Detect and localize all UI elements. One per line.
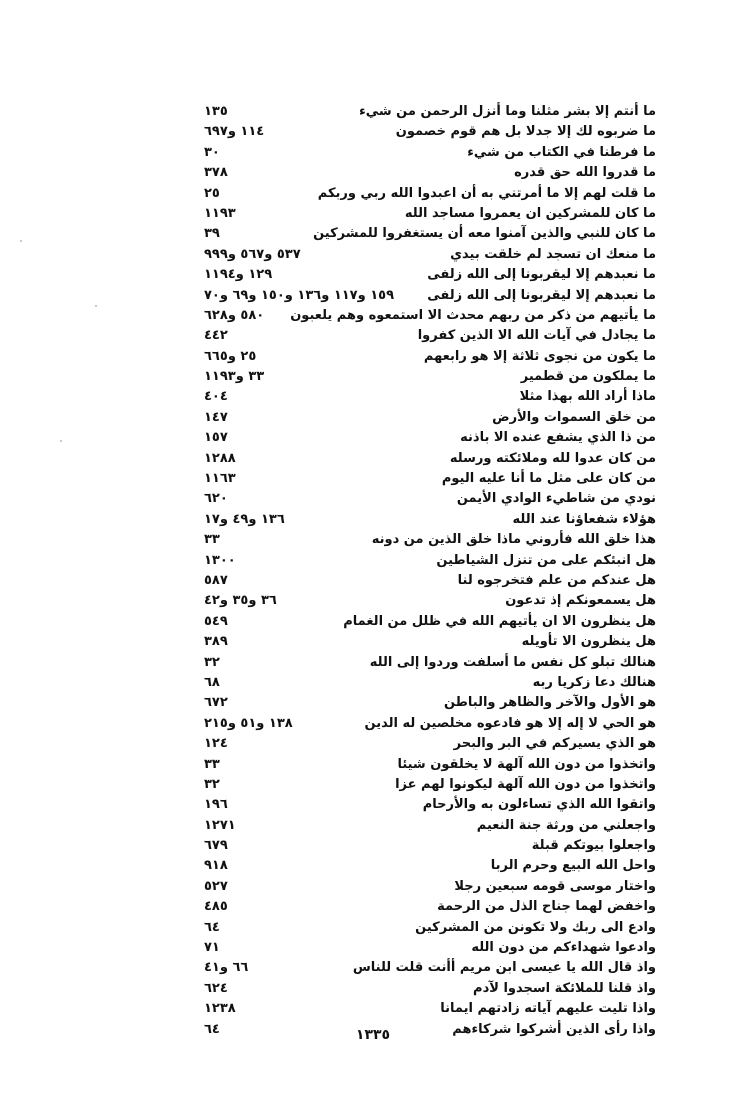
entry-page-refs: ١٢٧١ — [204, 817, 236, 833]
entry-page-refs: ٤٨٥ — [204, 899, 228, 915]
entry-phrase: ما كان للنبي والذين آمنوا معه أن يستغفروا للمشركين — [313, 226, 656, 242]
entry-page-refs: ٣٢ — [204, 776, 220, 792]
entry-phrase: ما يأتيهم من ذكر من ربهم محدث الا استمعوه وهم يلعبون — [290, 307, 656, 323]
entry-page-refs: ٥٨٧ — [204, 572, 228, 588]
index-entry — [200, 755, 656, 775]
entry-phrase: ما ضربوه لك إلا جدلا بل هم قوم خصمون — [395, 124, 656, 140]
entry-phrase: ما يجادل في آيات الله الا الذين كفروا — [417, 328, 656, 344]
margin-speck — [20, 240, 22, 242]
index-entry — [200, 122, 656, 142]
entry-phrase: هل ينظرون الا ان يأتيهم الله في ظلل من الغمام — [343, 613, 656, 629]
index-entry — [200, 347, 656, 367]
entry-phrase: وادعوا شهداءكم من دون الله — [471, 940, 656, 956]
entry-phrase: ما فرطنا في الكتاب من شيء — [467, 144, 656, 160]
index-entry — [200, 224, 656, 244]
entry-phrase: واتخذوا من دون الله آلهة لا يخلقون شيئا — [397, 756, 656, 772]
index-entry — [200, 571, 656, 591]
entry-page-refs: ١٣٥ — [204, 104, 228, 119]
index-entry — [200, 612, 656, 632]
index-entry — [200, 897, 656, 917]
index-entry — [200, 489, 656, 509]
entry-page-refs: ٤٠٤ — [204, 389, 228, 405]
entry-page-refs: ٢٥ و٦٦٥ — [204, 348, 257, 364]
index-entry — [200, 877, 656, 897]
entry-page-refs: ١٩٦ — [204, 797, 228, 813]
entry-page-refs: ١١٦٣ — [204, 471, 236, 487]
index-entry — [200, 938, 656, 958]
index-entry — [200, 693, 656, 713]
entry-page-refs: ١٢٤ — [204, 736, 228, 752]
entry-page-refs: ٥٣٧ و٥٦٧ و٩٩٩ — [204, 246, 301, 262]
entry-phrase: هل ينظرون الا تأويله — [521, 634, 656, 650]
index-entry — [200, 958, 656, 978]
entry-phrase: وادع الى ربك ولا تكونن من المشركين — [415, 919, 656, 935]
entry-page-refs: ٣٣ — [204, 532, 220, 548]
index-entry — [200, 632, 656, 652]
entry-page-refs: ١٢٩ و١١٩٤ — [204, 267, 273, 283]
entry-page-refs: ٣٣ و١١٩٣ — [204, 369, 265, 385]
index-entry — [200, 795, 656, 815]
margin-speck — [95, 305, 97, 307]
index-entry — [200, 286, 656, 306]
entry-phrase: ما منعك ان تسجد لم خلقت بيدي — [450, 246, 656, 262]
entry-phrase: هنالك دعا زكريا ربه — [532, 674, 656, 690]
entry-phrase: هو الأول والآخر والظاهر والباطن — [443, 695, 656, 711]
index-entry — [200, 306, 656, 326]
index-entry — [200, 510, 656, 530]
entry-phrase: ما نعبدهم إلا ليقربونا إلى الله زلفى — [427, 287, 656, 303]
index-entry — [200, 265, 656, 285]
index-entry — [200, 204, 656, 224]
entry-phrase: هو الحي لا إله إلا هو فادعوه مخلصين له الدين — [364, 715, 656, 731]
entry-phrase: هنالك تبلو كل نفس ما أسلفت وردوا إلى الله — [369, 654, 656, 670]
entry-page-refs: ٥٢٧ — [204, 878, 228, 894]
index-entry — [200, 449, 656, 469]
entry-phrase: هل عندكم من علم فتخرجوه لنا — [457, 572, 656, 588]
entry-phrase: من كان على مثل ما أنا عليه اليوم — [441, 471, 656, 487]
margin-speck — [60, 440, 62, 442]
index-entry — [200, 530, 656, 550]
entry-page-refs: ١٣٦ و٤٩ و١٧ — [204, 511, 285, 527]
index-entry — [200, 469, 656, 489]
entry-phrase: ما يملكون من قطمير — [520, 369, 656, 385]
index-entry — [200, 143, 656, 163]
entry-phrase: من خلق السموات والأرض — [492, 409, 656, 425]
entry-page-refs: ٦٢٠ — [204, 491, 228, 507]
entry-phrase: واتخذوا من دون الله آلهة ليكونوا لهم عزا — [395, 776, 656, 792]
index-entry — [200, 326, 656, 346]
entry-page-refs: ٦٧٩ — [204, 838, 228, 854]
index-entry — [200, 836, 656, 856]
entry-page-refs: ٢٥ — [204, 185, 220, 201]
index-entry — [200, 551, 656, 571]
entry-page-refs: ٧١ — [204, 940, 220, 956]
index-entry — [200, 245, 656, 265]
entry-page-refs: ٣٣ — [204, 756, 220, 772]
entry-phrase: واذ قلنا للملائكة اسجدوا لآدم — [473, 980, 656, 996]
entry-page-refs: ٦٦ و٤١ — [204, 960, 249, 976]
page-number: ١٣٣٥ — [355, 1027, 391, 1043]
index-list — [200, 102, 656, 1040]
index-entry — [200, 673, 656, 693]
entry-page-refs: ١١٤ و٦٩٧ — [204, 124, 265, 140]
index-entry — [200, 653, 656, 673]
index-entry — [200, 775, 656, 795]
entry-phrase: واذ قال الله يا عيسى ابن مريم أأنت قلت للناس — [352, 960, 656, 976]
entry-phrase: ما قلت لهم إلا ما أمرتني به أن اعبدوا الله ربي وربكم — [317, 185, 656, 201]
entry-phrase: هو الذي يسيركم في البر والبحر — [453, 736, 656, 752]
entry-phrase: واجعلني من ورثة جنة النعيم — [476, 817, 656, 833]
index-entry — [200, 102, 656, 122]
index-entry — [200, 387, 656, 407]
entry-page-refs: ١٥٩ و١١٧ و١٣٦ و١٥٠ و٦٩ و٧٠ — [204, 287, 395, 303]
entry-page-refs: ٦٧٢ — [204, 695, 228, 711]
index-entry — [200, 856, 656, 876]
entry-phrase: هذا خلق الله فأروني ماذا خلق الذين من دونه — [371, 532, 656, 548]
entry-page-refs: ٣٧٨ — [204, 165, 228, 181]
index-entry — [200, 918, 656, 938]
entry-phrase: هل انبئكم على من تنزل الشياطين — [436, 552, 656, 568]
index-entry — [200, 184, 656, 204]
entry-page-refs: ١١٩٣ — [204, 205, 236, 221]
entry-phrase: واتقوا الله الذي تساءلون به والأرحام — [422, 797, 656, 813]
entry-page-refs: ٥٨٠ و٦٢٨ — [204, 307, 265, 323]
index-entry — [200, 979, 656, 999]
entry-phrase: هؤلاء شفعاؤنا عند الله — [512, 511, 656, 527]
entry-page-refs: ١٥٧ — [204, 430, 228, 446]
index-entry — [200, 408, 656, 428]
index-entry — [200, 714, 656, 734]
index-entry — [200, 734, 656, 754]
entry-phrase: واجعلوا بيوتكم قبلة — [531, 838, 656, 854]
index-entry — [200, 816, 656, 836]
entry-phrase: ما قدروا الله حق قدره — [514, 165, 656, 181]
entry-page-refs: ٦٤ — [204, 919, 220, 935]
entry-phrase: نودي من شاطيء الوادي الأيمن — [456, 491, 656, 507]
entry-phrase: ما يكون من نجوى ثلاثة إلا هو رابعهم — [423, 348, 656, 364]
entry-page-refs: ٣٦ و٣٥ و٤٢ — [204, 593, 277, 609]
entry-phrase: ما أنتم إلا بشر مثلنا وما أنزل الرحمن من شيء — [359, 104, 656, 119]
entry-page-refs: ١٢٨٨ — [204, 450, 236, 466]
index-entry — [200, 428, 656, 448]
entry-phrase: هل يسمعونكم إذ تدعون — [505, 593, 656, 609]
entry-page-refs: ١٣٨ و٥١ و٢١٥ — [204, 715, 293, 731]
entry-page-refs: ١٤٧ — [204, 409, 228, 425]
entry-phrase: واخفض لهما جناح الذل من الرحمة — [437, 899, 656, 915]
index-entry — [200, 999, 656, 1019]
entry-page-refs: ١٣٠٠ — [204, 552, 236, 568]
entry-phrase: واختار موسى قومه سبعين رجلا — [454, 878, 656, 894]
entry-page-refs: ٩١٨ — [204, 858, 228, 874]
entry-phrase: واذا تليت عليهم آياته زادتهم ايمانا — [440, 1001, 656, 1017]
entry-phrase: ماذا أراد الله بهذا مثلا — [519, 389, 656, 405]
entry-phrase: ما كان للمشركين ان يعمروا مساجد الله — [404, 205, 656, 221]
index-entry — [200, 367, 656, 387]
entry-page-refs: ٣٩ — [204, 226, 220, 242]
entry-phrase: واحل الله البيع وحرم الربا — [490, 858, 656, 874]
index-entry — [200, 591, 656, 611]
entry-phrase: من كان عدوا لله وملائكته ورسله — [449, 450, 656, 466]
entry-page-refs: ٦٨ — [204, 674, 220, 690]
entry-page-refs: ٣٨٩ — [204, 634, 228, 650]
entry-page-refs: ٤٤٢ — [204, 328, 228, 344]
entry-phrase: من ذا الذي يشفع عنده الا باذنه — [460, 430, 656, 446]
entry-phrase: ما نعبدهم إلا ليقربونا إلى الله زلفى — [427, 267, 656, 283]
entry-page-refs: ١٢٣٨ — [204, 1001, 236, 1017]
entry-page-refs: ٦٤ — [204, 1021, 220, 1037]
entry-page-refs: ٣٠ — [204, 144, 220, 160]
entry-phrase: واذا رأى الذين أشركوا شركاءهم — [452, 1021, 656, 1037]
entry-page-refs: ٥٤٩ — [204, 613, 228, 629]
index-entry — [200, 163, 656, 183]
entry-page-refs: ٦٢٤ — [204, 980, 228, 996]
entry-page-refs: ٣٢ — [204, 654, 220, 670]
